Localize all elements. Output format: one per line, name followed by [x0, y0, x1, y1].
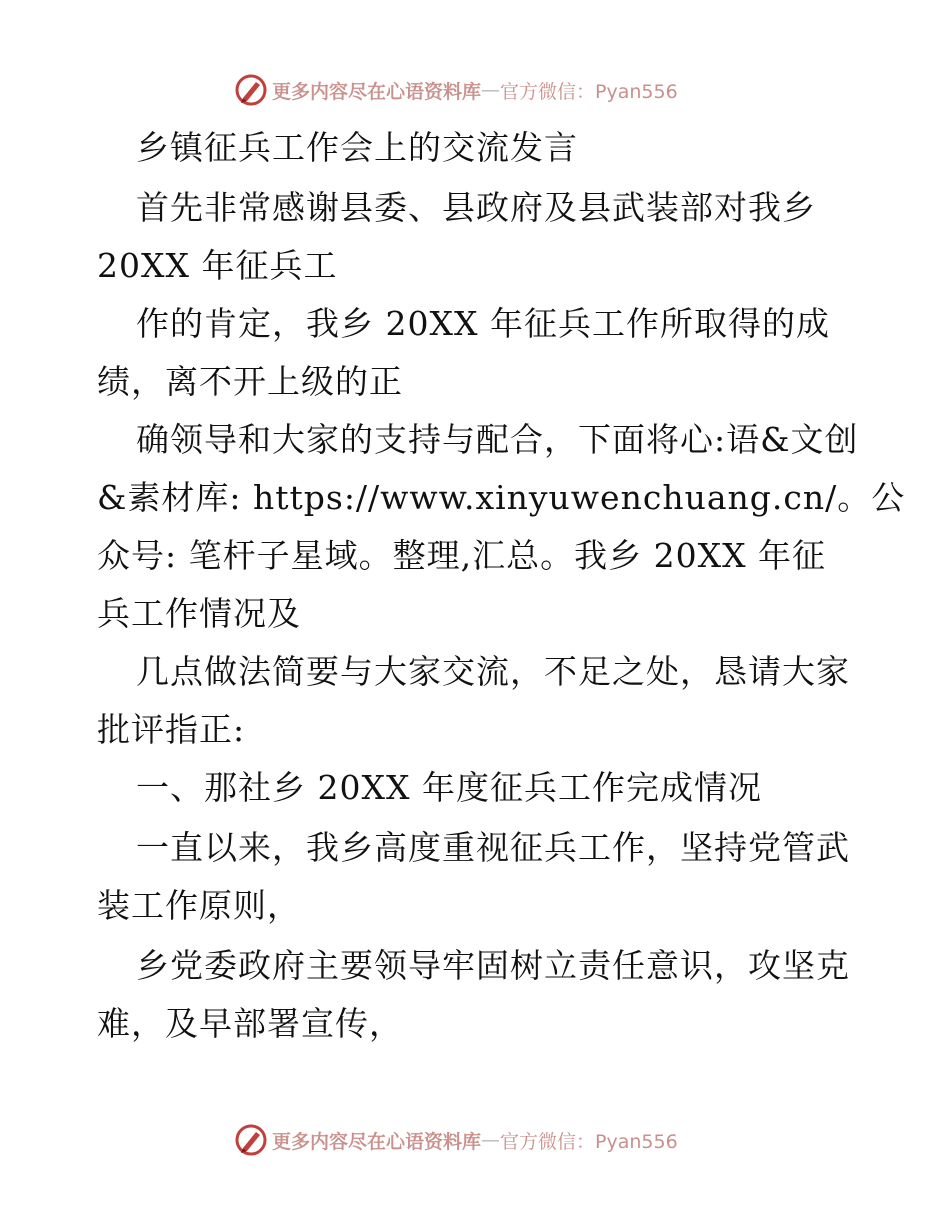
paragraph-line: 乡党委政府主要领导牢固树立责任意识，攻坚克 — [136, 946, 850, 985]
watermark-dash: — — [481, 1129, 501, 1151]
paragraph-line: 20XX 年征兵工 — [97, 246, 338, 285]
paragraph-line: 兵工作情况及 — [97, 594, 301, 633]
pen-logo-icon — [234, 1123, 268, 1157]
section-heading: 一、那社乡 20XX 年度征兵工作完成情况 — [136, 768, 762, 807]
paragraph-line: &素材库: https://www.xinyuwenchuang.cn/。公 — [97, 478, 906, 517]
watermark-dash: — — [481, 79, 501, 101]
paragraph-line: 首先非常感谢县委、县政府及县武装部对我乡 — [136, 188, 816, 227]
paragraph-line: 装工作原则， — [97, 886, 301, 925]
paragraph-line: 难，及早部署宣传， — [97, 1004, 403, 1043]
watermark-title: 更多内容尽在心语资料库 — [272, 1130, 482, 1153]
paragraph-line: 确领导和大家的支持与配合，下面将心:语&文创 — [136, 420, 859, 459]
watermark-contact: 官方微信：Pyan556 — [500, 1130, 678, 1153]
watermark-contact: 官方微信：Pyan556 — [500, 80, 678, 103]
paragraph-line: 作的肯定，我乡 20XX 年征兵工作所取得的成 — [136, 304, 830, 343]
paragraph-line: 绩，离不开上级的正 — [97, 362, 403, 401]
pen-logo-icon — [234, 73, 268, 107]
document-title: 乡镇征兵工作会上的交流发言 — [136, 128, 578, 167]
paragraph-line: 几点做法简要与大家交流，不足之处，恳请大家 — [136, 652, 850, 691]
paragraph-line: 众号: 笔杆子星域。整理,汇总。我乡 20XX 年征 — [97, 536, 827, 575]
header-watermark — [234, 72, 678, 108]
watermark-title: 更多内容尽在心语资料库 — [272, 80, 482, 103]
paragraph-line: 一直以来，我乡高度重视征兵工作，坚持党管武 — [136, 828, 850, 867]
footer-watermark — [234, 1122, 678, 1158]
paragraph-line: 批评指正: — [97, 710, 246, 749]
